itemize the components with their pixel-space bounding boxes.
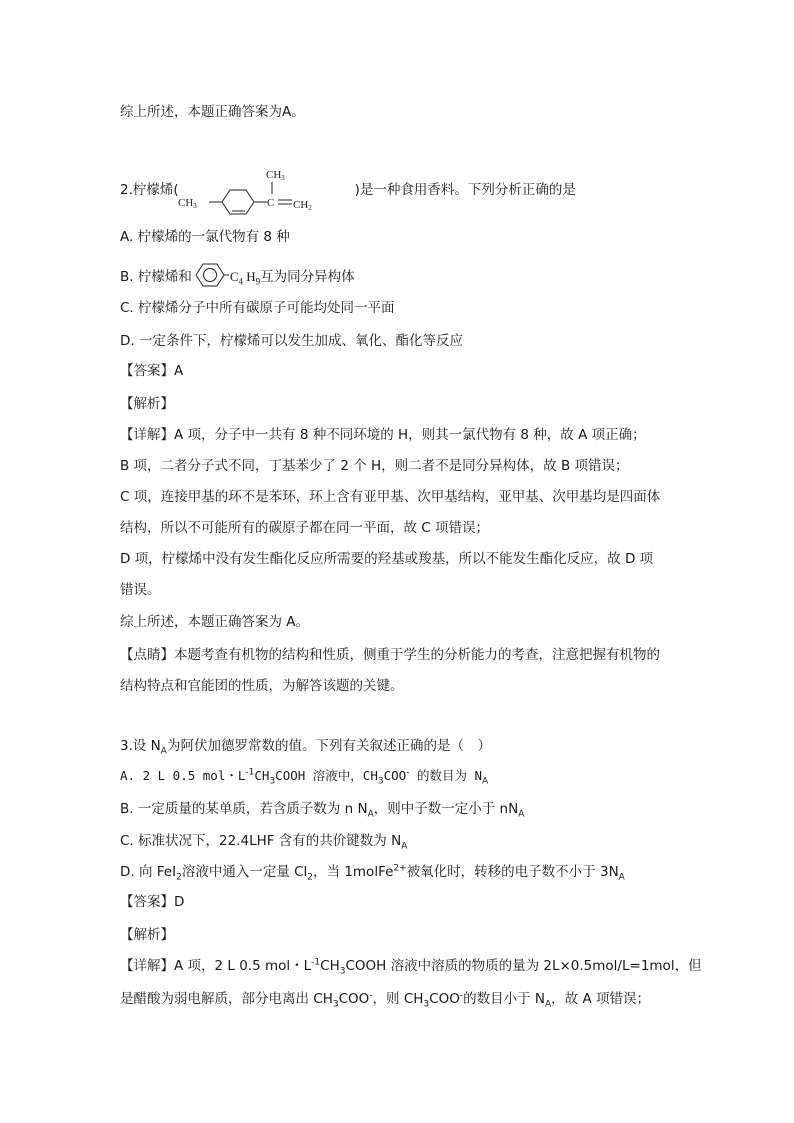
question-2-suffix: )是一种食用香料。下列分析正确的是 bbox=[354, 182, 576, 198]
detail-2-line-3: C 项，连接甲基的环不是苯环，环上含有亚甲基、次甲基结构，亚甲基、次甲基均是四面体 bbox=[120, 489, 661, 505]
detail-2-line-1: 【详解】A 项，分子中一共有 8 种不同环境的 H，则其一氯代物有 8 种，故 A 项正确； bbox=[120, 427, 646, 443]
analysis-3-label: 【解析】 bbox=[120, 927, 174, 943]
option-d: D. 一定条件下，柠檬烯可以发生加成、氧化、酯化等反应 bbox=[120, 333, 463, 349]
comment-2-line-1: 【点睛】本题考查有机物的结构和性质，侧重于学生的分析能力的考查，注意把握有机物的 bbox=[120, 647, 660, 663]
q3-option-a: A. 2 L 0.5 mol・$L^{-1}CH_3COOH$ 溶液中，$CH_3COO^-$ 的数目为 $N_A$ bbox=[120, 767, 489, 787]
question-3-stem: 3.设 $N_A$为阿伏加德罗常数的值。下列有关叙述正确的是（ ） bbox=[120, 738, 491, 757]
detail-3-line-2: 是醋酸为弱电解质，部分电离出 $CH_3COO^-$，则 $CH_3COO^-$的数目小于 $N_A$，故 A 项错误； bbox=[120, 990, 650, 1010]
summary-2: 综上所述，本题正确答案为 A。 bbox=[120, 614, 310, 630]
comment-2-line-2: 结构特点和官能团的性质，为解答该题的关键。 bbox=[120, 678, 404, 694]
option-a: A. 柠檬烯的一氯代物有 8 种 bbox=[120, 229, 290, 245]
q3-option-b: B. 一定质量的某单质，若含质子数为 n $N_A$，则中子数一定小于 $nN_A$ bbox=[120, 801, 525, 820]
answer-3: 【答案】D bbox=[120, 894, 185, 910]
detail-2-line-5: D 项，柠檬烯中没有发生酯化反应所需要的羟基或羧基，所以不能发生酯化反应，故 D 项 bbox=[120, 551, 654, 567]
option-b-suffix: 互为同分异构体 bbox=[260, 269, 355, 285]
option-b bbox=[120, 262, 355, 288]
answer-2: 【答案】A bbox=[120, 363, 184, 379]
option-b-prefix: B. 柠檬烯和 bbox=[120, 269, 192, 285]
detail-2-line-4: 结构，所以不可能所有的碳原子都在同一平面，故 C 项错误； bbox=[120, 520, 490, 536]
benzene-ring-icon bbox=[193, 262, 229, 288]
ch3-top-label: CH3 bbox=[266, 169, 285, 182]
detail-2-line-6: 错误。 bbox=[120, 582, 161, 598]
detail-3-line-1: 【详解】A 项，2 L 0.5 mol・$L^{-1}CH_3COOH$ 溶液中溶质的物质的量为 2L×0.5mol/L=1mol，但 bbox=[120, 957, 702, 977]
ch3-left-label: CH3 bbox=[178, 197, 197, 210]
analysis-2-label: 【解析】 bbox=[120, 396, 174, 412]
c-label: C bbox=[267, 197, 275, 209]
limonene-structure bbox=[172, 160, 352, 216]
butyl-group: $C_4$ $H_9$ bbox=[229, 269, 261, 287]
option-c: C. 柠檬烯分子中所有碳原子可能均处同一平面 bbox=[120, 300, 395, 316]
detail-2-line-2: B 项，二者分子式不同，丁基苯少了 2 个 H，则二者不是同分异构体，故 B 项错误； bbox=[120, 458, 629, 474]
summary-text-top: 综上所述，本题正确答案为A。 bbox=[120, 104, 305, 120]
question-2-prefix: 2.柠檬烯( bbox=[120, 182, 179, 198]
q3-option-c: C. 标准状况下，22.4LHF 含有的共价键数为 $N_A$ bbox=[120, 833, 408, 852]
ch2-label: CH2 bbox=[293, 199, 312, 212]
q3-option-d: D. 向 FeI$_2$溶液中通入一定量 $Cl_2$，当 1molFe$^{2+}$被氧化时，转移的电子数不小于 $3N_A$ bbox=[120, 863, 625, 883]
